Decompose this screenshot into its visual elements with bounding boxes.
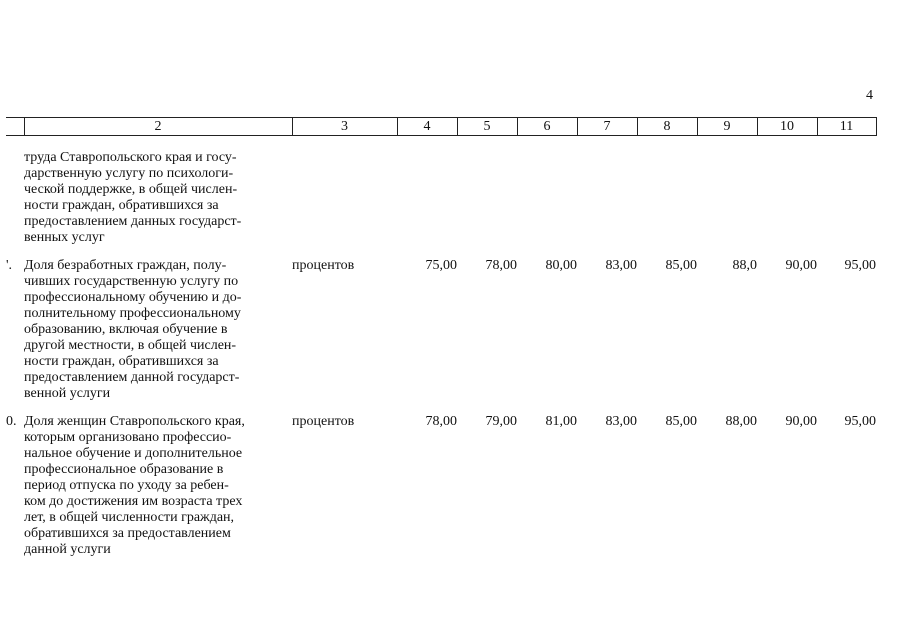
description-line: которым организовано профессио- xyxy=(24,430,232,445)
value-cell: 83,00 xyxy=(605,414,637,429)
value-cell: 81,00 xyxy=(545,414,577,429)
value-cell xyxy=(697,136,757,247)
value-cell: 95,00 xyxy=(844,258,876,273)
description-line: предоставлением данной государст- xyxy=(24,370,240,385)
row-number: 0. xyxy=(6,414,17,429)
table-row xyxy=(6,246,876,402)
description-line: ности граждан, обратившихся за xyxy=(24,198,219,213)
value-cell: 75,00 xyxy=(425,258,457,273)
value-cell: 78,00 xyxy=(485,258,517,273)
row-number: '. xyxy=(6,258,13,273)
header-cell: 4 xyxy=(397,118,457,136)
value-cell xyxy=(637,136,697,247)
description-line: другой местности, в общей числен- xyxy=(24,338,237,353)
header-cell: 5 xyxy=(457,118,517,136)
description-line: профессиональное образование в xyxy=(24,462,224,477)
description-line: ческой поддержке, в общей числен- xyxy=(24,182,238,197)
unit-cell xyxy=(292,136,397,247)
value-cell: 79,00 xyxy=(485,414,517,429)
header-cell: 10 xyxy=(757,118,817,136)
indicators-table xyxy=(6,117,877,558)
description-line: предоставлением данных государст- xyxy=(24,214,242,229)
description-line: образованию, включая обучение в xyxy=(24,322,228,337)
value-cell: 78,00 xyxy=(425,414,457,429)
value-cell: 88,0 xyxy=(732,258,757,273)
description-line: полнительному профессиональному xyxy=(24,306,241,321)
table-row xyxy=(6,136,876,247)
value-cell: 95,00 xyxy=(844,414,876,429)
header-cell: 8 xyxy=(637,118,697,136)
description-line: Доля безработных граждан, полу- xyxy=(24,258,227,273)
value-cell: 83,00 xyxy=(605,258,637,273)
description-line: лет, в общей численности граждан, xyxy=(24,510,235,525)
column-number-header-row xyxy=(6,118,876,136)
description-line: труда Ставропольского края и госу- xyxy=(24,150,237,165)
description-line: чивших государственную услугу по xyxy=(24,274,239,289)
value-cell xyxy=(577,136,637,247)
value-cell: 90,00 xyxy=(785,414,817,429)
description-line: Доля женщин Ставропольского края, xyxy=(24,414,245,429)
unit-cell: процентов xyxy=(292,414,355,429)
description-line: дарственную услугу по психологи- xyxy=(24,166,234,181)
page-number: 4 xyxy=(866,88,873,103)
value-cell xyxy=(457,136,517,247)
description-line: венных услуг xyxy=(24,230,105,245)
description-line: профессиональному обучению и до- xyxy=(24,290,242,305)
description-line: ности граждан, обратившихся за xyxy=(24,354,219,369)
description-line: ком до достижения им возраста трех xyxy=(24,494,243,509)
description-line: обратившихся за предоставлением xyxy=(24,526,231,541)
table-row xyxy=(6,402,876,558)
header-cell: 7 xyxy=(577,118,637,136)
description-line: данной услуги xyxy=(24,542,111,557)
indicator-description xyxy=(24,246,292,402)
value-cell xyxy=(757,136,817,247)
indicator-description xyxy=(24,402,292,558)
unit-cell: процентов xyxy=(292,258,355,273)
value-cell xyxy=(397,136,457,247)
value-cell: 80,00 xyxy=(545,258,577,273)
row-number xyxy=(6,136,24,247)
value-cell: 85,00 xyxy=(665,414,697,429)
header-cell: 3 xyxy=(292,118,397,136)
value-cell xyxy=(517,136,577,247)
header-cell: 6 xyxy=(517,118,577,136)
value-cell: 85,00 xyxy=(665,258,697,273)
header-cell xyxy=(6,118,24,136)
header-cell: 2 xyxy=(24,118,292,136)
value-cell xyxy=(817,136,876,247)
header-cell: 9 xyxy=(697,118,757,136)
description-line: период отпуска по уходу за ребен- xyxy=(24,478,229,493)
value-cell: 88,00 xyxy=(725,414,757,429)
description-line: венной услуги xyxy=(24,386,111,401)
description-line: нальное обучение и дополнительное xyxy=(24,446,243,461)
indicator-description xyxy=(24,136,292,247)
value-cell: 90,00 xyxy=(785,258,817,273)
header-cell: 11 xyxy=(817,118,876,136)
